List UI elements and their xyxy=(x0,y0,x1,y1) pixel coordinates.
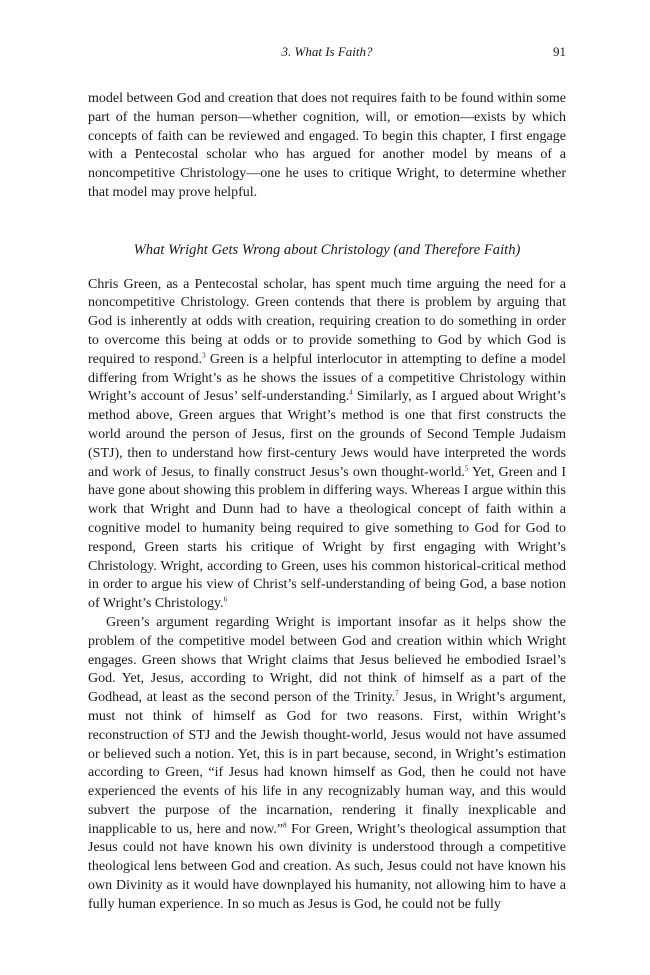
footnote-ref-4[interactable]: 4 xyxy=(349,388,353,397)
body-paragraph-2 xyxy=(88,614,566,915)
footnote-ref-7[interactable]: 7 xyxy=(395,689,399,698)
body-paragraph-1 xyxy=(88,276,566,614)
paragraph-text: Chris Green, as a Pentecostal scholar, has spent much time arguing the need for a noncompetitive Christology. Green contends that there is problem by arguing that God is inherently at odds with creation, requiring creation to do something in order to overcome this being at odds or to provide something to God by which God is required to respond. xyxy=(88,276,566,367)
paragraph-text: Yet, Green and I have gone about showing this problem in differing ways. Whereas I argue within this work that Wright and Dunn had to have a theological concept of faith within a cognitive model to humanity being required to give something to God for God to respond, Green starts his critique of Wright by first engaging with Wright’s Christology. Wright, according to Green, uses his common historical-critical method in order to argue his view of Christ’s self-understanding of being God, a base notion of Wright’s Christology. xyxy=(88,464,566,612)
paragraph-text: For Green, Wright’s theological assumption that Jesus could not have known his own divinity is understood through a competitive theological lens between God and creation. As such, Jesus could not have known his own Divinity as it would have downplayed his humanity, not allowing him to have a fully human experience. In so much as Jesus is God, he could not be fully xyxy=(88,821,566,912)
footnote-ref-6[interactable]: 6 xyxy=(223,595,228,604)
paragraph-text: Jesus, in Wright’s argument, must not think of himself as God for two reasons. First, within Wright’s reconstruction of STJ and the Jewish thought-world, Jesus would not have assumed or believed such a notion. Yet, this is in part because, second, in Wright’s estimation according to Green, “if Jesus had known himself as God, then he could not have experienced the events of his life in any recognizably human way, and this would subvert the purpose of the incarnation, rendering it finally inexplicable and inapplicable to us, here and now.” xyxy=(88,690,566,837)
running-head: 3. What Is Faith? xyxy=(281,44,373,59)
page-number: 91 xyxy=(553,44,566,59)
page-body xyxy=(88,90,566,915)
footnote-ref-5[interactable]: 5 xyxy=(464,463,469,472)
footnote-ref-8[interactable]: 8 xyxy=(283,821,287,830)
page-header xyxy=(88,44,566,62)
paragraph-text: Similarly, as I argued about Wright’s method above, Green argues that Wright’s method is one that first constructs the world around the person of Jesus, first on the grounds of Second Temple Judaism (STJ), then to understand how first-century Jews would have interpreted the words and work of Jesus, to finally construct Jesus’s own thought-world. xyxy=(88,389,566,480)
footnote-ref-3[interactable]: 3 xyxy=(202,351,206,360)
section-heading: What Wright Gets Wrong about Christology (and Therefore Faith) xyxy=(133,241,521,258)
intro-paragraph: model between God and creation that does not requires faith to be found within some part of the human person—whether cognition, will, or emotion—exists by which concepts of faith can be reviewed and engaged. To begin this chapter, I first engage with a Pentecostal scholar who has argued for another model by means of a noncompetitive Christology—one he uses to critique Wright, to determine whether that model may prove helpful. xyxy=(88,91,566,200)
paragraph-text: Green is a helpful interlocutor in attempting to define a model differing from Wright’s as he shows the issues of a competitive Christology within Wright’s account of Jesus’ self-understanding. xyxy=(88,351,566,405)
paragraph-text: Green’s argument regarding Wright is important insofar as it helps show the problem of the competitive model between God and creation within which Wright engages. Green shows that Wright claims that Jesus believed he embodied Israel’s God. Yet, Jesus, according to Wright, did not think of himself as a part of the Godhead, at least as the second person of the Trinity. xyxy=(88,614,566,706)
